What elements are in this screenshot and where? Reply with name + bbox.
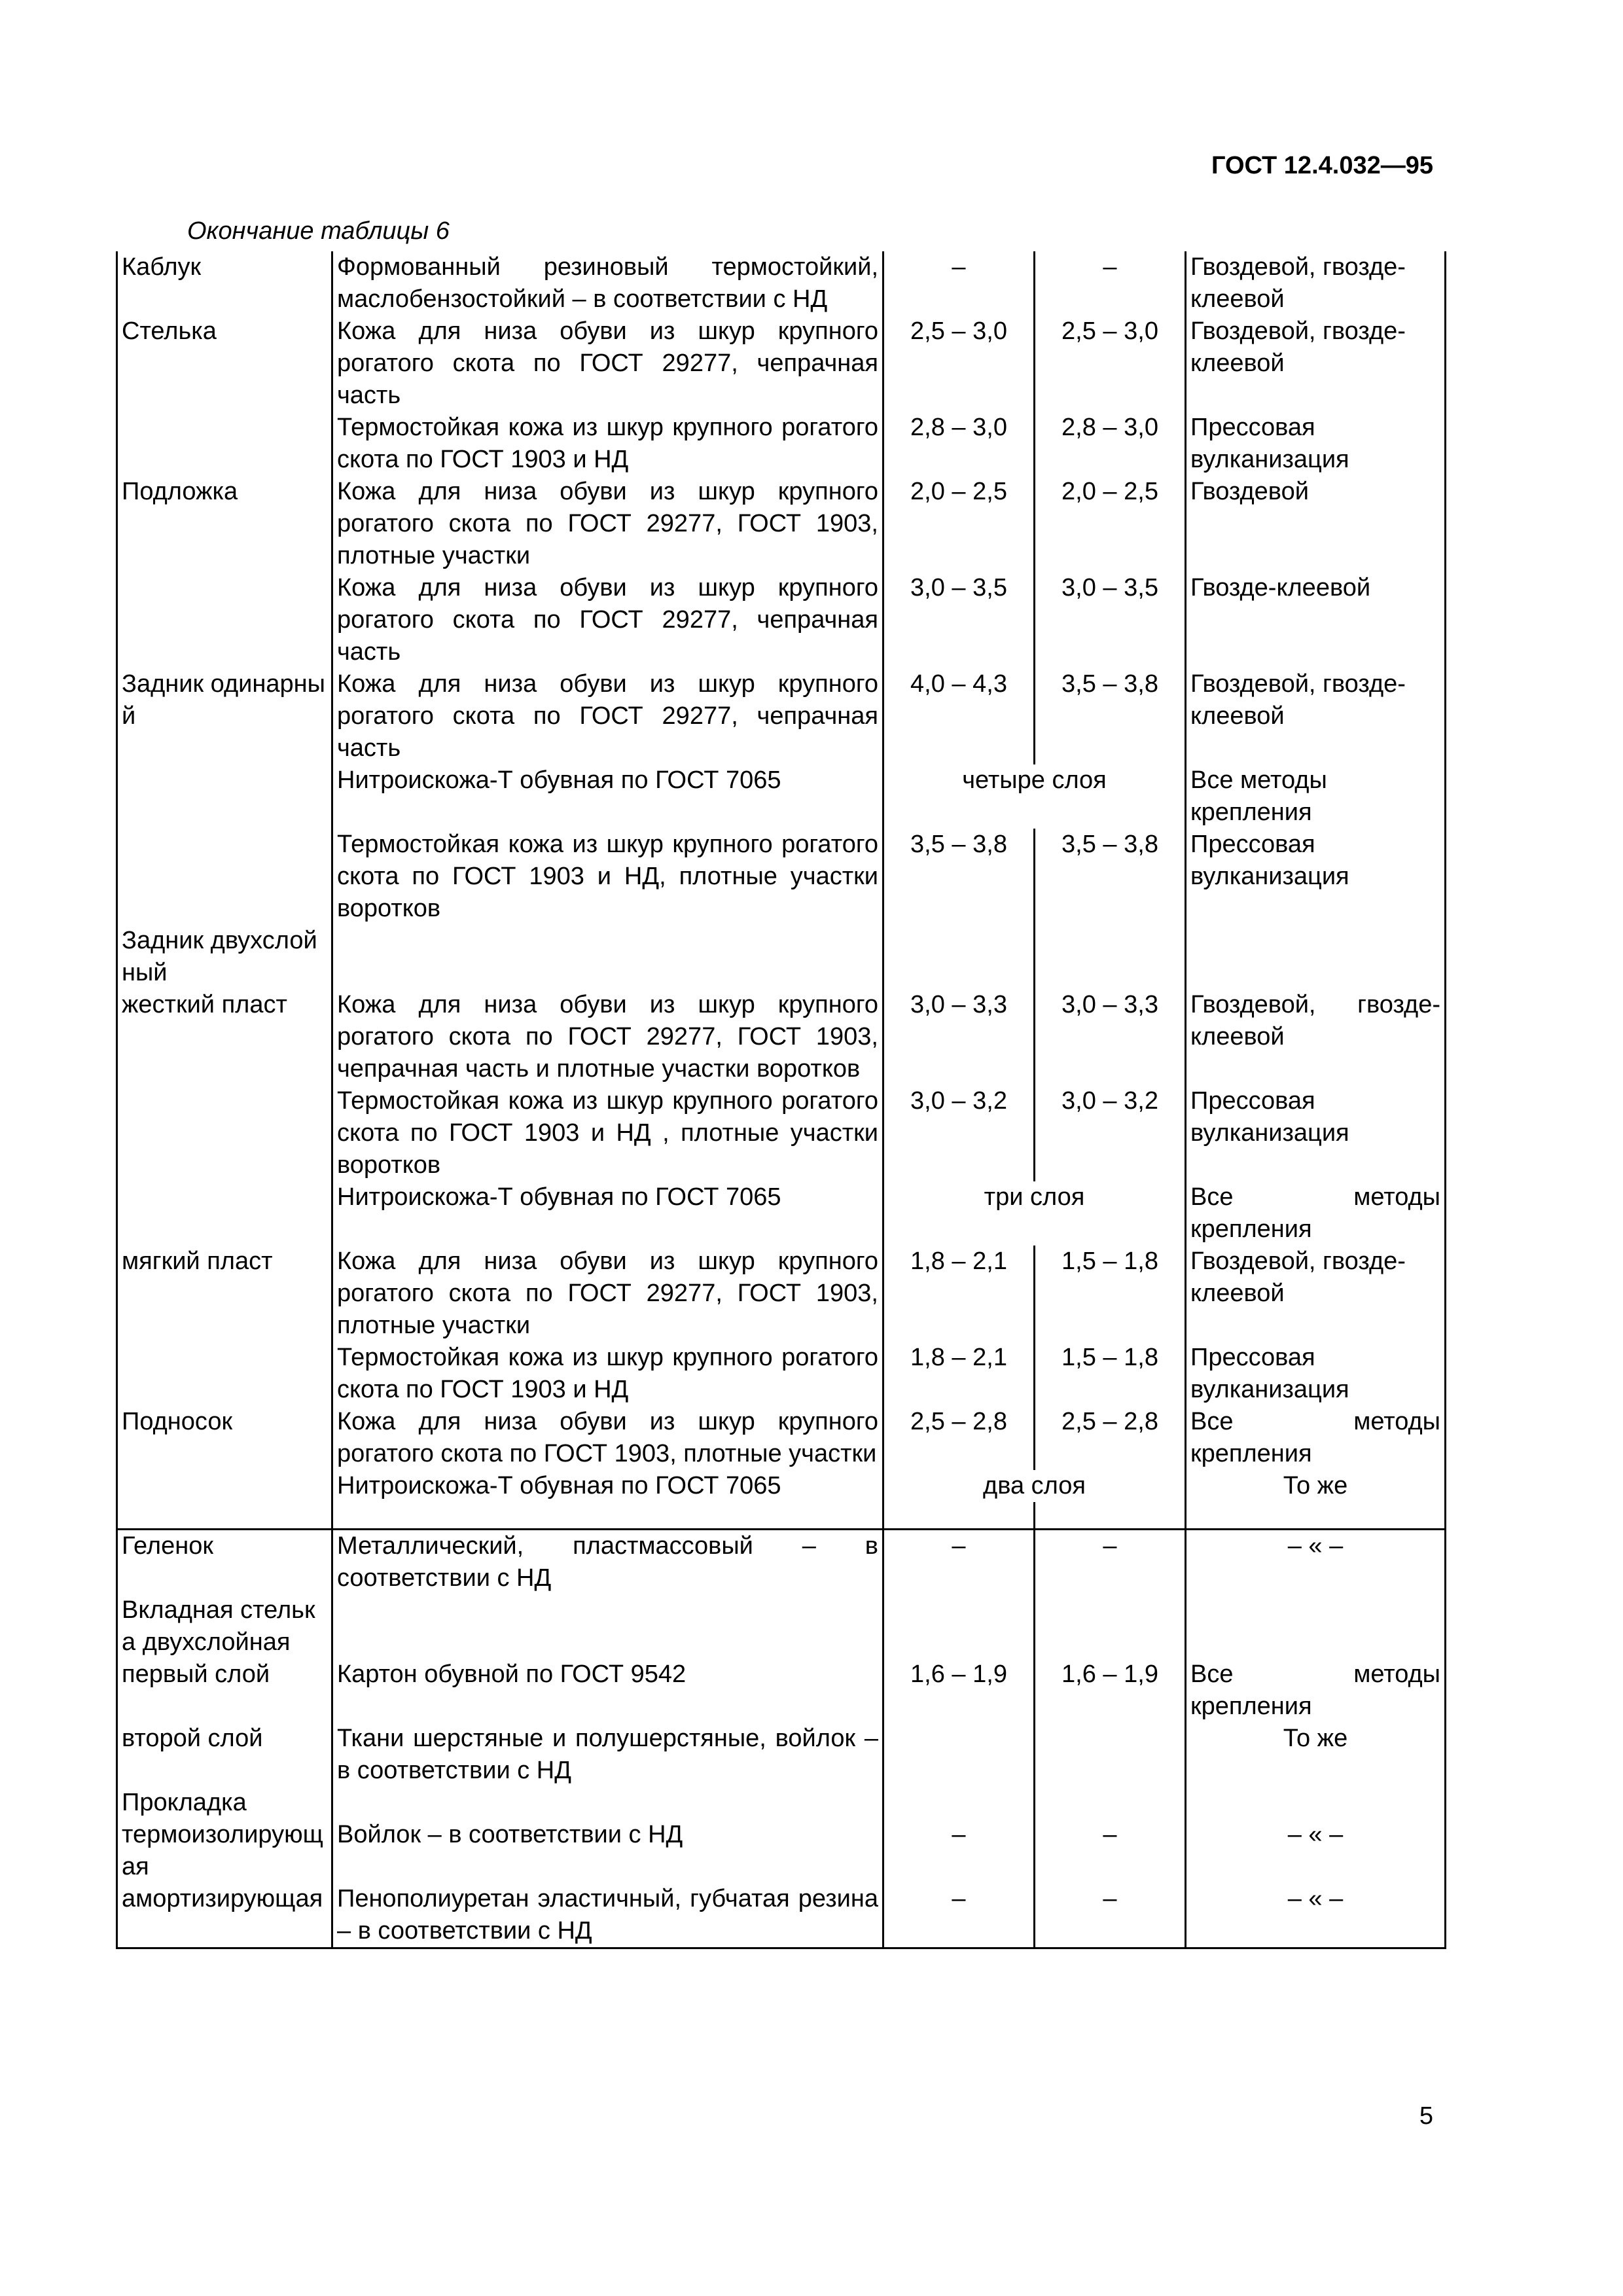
fastening-method-cell: Все методы крепления [1186, 764, 1446, 829]
part-cell: жесткий пласт [117, 989, 332, 1085]
fastening-method-cell: Гвоздевой, гвозде-клеевой [1186, 251, 1446, 315]
fastening-method-cell [1186, 1594, 1446, 1659]
thickness-col1-cell: 2,5 – 2,8 [883, 1406, 1035, 1470]
thickness-col1-cell: – [883, 1883, 1035, 1948]
table-row [117, 1594, 1446, 1659]
thickness-col1-cell: 1,8 – 2,1 [883, 1246, 1035, 1342]
thickness-col1-cell [883, 1787, 1035, 1819]
material-cell: Нитроискожа-Т обувная по ГОСТ 7065 [332, 764, 883, 829]
thickness-col1-cell: 4,0 – 4,3 [883, 668, 1035, 764]
table-row [117, 1342, 1446, 1406]
table-row [117, 476, 1446, 572]
table-row [117, 668, 1446, 764]
fastening-method-cell: Прессовая вулканизация [1186, 1342, 1446, 1406]
material-cell: Картон обувной по ГОСТ 9542 [332, 1659, 883, 1723]
table-row [117, 1406, 1446, 1470]
part-cell: Стелька [117, 315, 332, 412]
thickness-col1-cell: 2,5 – 3,0 [883, 315, 1035, 412]
material-cell [332, 1787, 883, 1819]
table-row [117, 1530, 1446, 1595]
thickness-layers-cell: четыре слоя [883, 764, 1186, 829]
thickness-col1-cell: 1,8 – 2,1 [883, 1342, 1035, 1406]
material-cell: Нитроискожа-Т обувная по ГОСТ 7065 [332, 1181, 883, 1246]
table-row [117, 315, 1446, 412]
thickness-col1-cell [883, 925, 1035, 989]
thickness-col2-cell: 2,5 – 3,0 [1035, 315, 1186, 412]
part-cell: Каблук [117, 251, 332, 315]
material-cell: Войлок – в соответствии с НД [332, 1819, 883, 1883]
part-cell [117, 764, 332, 829]
thickness-col2-cell: 3,0 – 3,3 [1035, 989, 1186, 1085]
thickness-col2-cell: 1,5 – 1,8 [1035, 1246, 1186, 1342]
material-cell: Термостойкая кожа из шкур крупного рогатого скота по ГОСТ 1903 и НД [332, 412, 883, 476]
material-cell: Ткани шерстяные и полушерстяные, войлок – в соответствии с НД [332, 1723, 883, 1787]
thickness-col2-cell: – [1035, 1819, 1186, 1883]
part-cell [117, 1181, 332, 1246]
fastening-method-cell: – « – [1186, 1530, 1446, 1595]
fastening-method-cell: Прессовая вулканизация [1186, 829, 1446, 925]
thickness-col1-cell: 3,0 – 3,3 [883, 989, 1035, 1085]
fastening-method-cell [1186, 925, 1446, 989]
thickness-col2-cell: – [1035, 251, 1186, 315]
part-cell [117, 1342, 332, 1406]
table-caption: Окончание таблицы 6 [187, 217, 450, 245]
fastening-method-cell: Гвоздевой, гвозде-клеевой [1186, 668, 1446, 764]
thickness-layers-cell: два слоя [883, 1470, 1186, 1502]
thickness-col2-cell: 3,5 – 3,8 [1035, 668, 1186, 764]
thickness-col2-cell: 3,0 – 3,5 [1035, 572, 1186, 668]
spacer-cell [1035, 1502, 1186, 1530]
table-row [117, 1470, 1446, 1502]
thickness-col2-cell [1035, 925, 1186, 989]
table-row [117, 925, 1446, 989]
material-cell [332, 1594, 883, 1659]
material-cell: Термостойкая кожа из шкур крупного рогатого скота по ГОСТ 1903 и НД , плотные участки воротков [332, 1085, 883, 1181]
fastening-method-cell: Все методы крепления [1186, 1406, 1446, 1470]
part-cell: Задник двухслойный [117, 925, 332, 989]
spacer-cell [883, 1502, 1035, 1530]
table-row [117, 1085, 1446, 1181]
thickness-col2-cell: 2,5 – 2,8 [1035, 1406, 1186, 1470]
table-row [117, 764, 1446, 829]
fastening-method-cell: То же [1186, 1470, 1446, 1502]
part-cell: Задник одинарный [117, 668, 332, 764]
fastening-method-cell: – « – [1186, 1819, 1446, 1883]
thickness-col2-cell [1035, 1787, 1186, 1819]
part-cell [117, 1085, 332, 1181]
thickness-col1-cell: 2,8 – 3,0 [883, 412, 1035, 476]
fastening-method-cell: Гвоздевой, гвозде-клеевой [1186, 989, 1446, 1085]
part-cell [117, 572, 332, 668]
fastening-method-cell: Гвоздевой, гвозде-клеевой [1186, 315, 1446, 412]
part-cell: Вкладная стелька двухслойная [117, 1594, 332, 1659]
fastening-method-cell: То же [1186, 1723, 1446, 1787]
material-cell: Нитроискожа-Т обувная по ГОСТ 7065 [332, 1470, 883, 1502]
part-cell: термоизолирующая [117, 1819, 332, 1883]
table-row [117, 1246, 1446, 1342]
table-row [117, 1787, 1446, 1819]
fastening-method-cell: Гвоздевой, гвозде-клеевой [1186, 1246, 1446, 1342]
material-cell: Кожа для низа обуви из шкур крупного рогатого скота по ГОСТ 29277, чепрачная часть [332, 315, 883, 412]
thickness-col1-cell [883, 1594, 1035, 1659]
part-cell: Прокладка [117, 1787, 332, 1819]
material-cell: Металлический, пластмассовый – в соответствии с НД [332, 1530, 883, 1595]
fastening-method-cell: Все методы крепления [1186, 1181, 1446, 1246]
table-row [117, 989, 1446, 1085]
table-row [117, 572, 1446, 668]
thickness-col1-cell: 1,6 – 1,9 [883, 1659, 1035, 1723]
thickness-col2-cell: 1,5 – 1,8 [1035, 1342, 1186, 1406]
spacer-cell [1186, 1502, 1446, 1530]
thickness-col2-cell: 2,8 – 3,0 [1035, 412, 1186, 476]
thickness-col2-cell: 2,0 – 2,5 [1035, 476, 1186, 572]
thickness-col1-cell: 3,0 – 3,5 [883, 572, 1035, 668]
thickness-col2-cell: 1,6 – 1,9 [1035, 1659, 1186, 1723]
table-row [117, 251, 1446, 315]
part-cell: Подносок [117, 1406, 332, 1470]
part-cell: мягкий пласт [117, 1246, 332, 1342]
fastening-method-cell: – « – [1186, 1883, 1446, 1948]
material-cell: Кожа для низа обуви из шкур крупного рогатого скота по ГОСТ 29277, ГОСТ 1903, плотные участки [332, 476, 883, 572]
thickness-col1-cell: – [883, 1819, 1035, 1883]
table-row [117, 1181, 1446, 1246]
table-row [117, 1819, 1446, 1883]
part-cell: второй слой [117, 1723, 332, 1787]
part-cell: амортизирующая [117, 1883, 332, 1948]
part-cell [117, 412, 332, 476]
part-cell: Геленок [117, 1530, 332, 1595]
fastening-method-cell: Гвоздевой [1186, 476, 1446, 572]
thickness-col2-cell: – [1035, 1883, 1186, 1948]
material-cell: Формованный резиновый термостойкий, маслобензостойкий – в соответствии с НД [332, 251, 883, 315]
page-number: 5 [1419, 2102, 1433, 2130]
document-code: ГОСТ 12.4.032—95 [1211, 152, 1433, 179]
table-row [117, 1883, 1446, 1948]
thickness-col2-cell: – [1035, 1530, 1186, 1595]
thickness-col1-cell [883, 1723, 1035, 1787]
fastening-method-cell: Гвозде-клеевой [1186, 572, 1446, 668]
material-cell: Кожа для низа обуви из шкур крупного рогатого скота по ГОСТ 1903, плотные участки [332, 1406, 883, 1470]
spacer-cell [332, 1502, 883, 1530]
materials-table [116, 251, 1444, 1949]
thickness-col1-cell: 2,0 – 2,5 [883, 476, 1035, 572]
fastening-method-cell: Все методы крепления [1186, 1659, 1446, 1723]
thickness-col1-cell: – [883, 1530, 1035, 1595]
thickness-col2-cell [1035, 1723, 1186, 1787]
thickness-col2-cell: 3,0 – 3,2 [1035, 1085, 1186, 1181]
part-cell [117, 829, 332, 925]
part-cell: первый слой [117, 1659, 332, 1723]
table-row [117, 829, 1446, 925]
material-cell: Термостойкая кожа из шкур крупного рогатого скота по ГОСТ 1903 и НД, плотные участки воротков [332, 829, 883, 925]
table-row [117, 1659, 1446, 1723]
part-cell [117, 1470, 332, 1502]
table-row [117, 1723, 1446, 1787]
fastening-method-cell: Прессовая вулканизация [1186, 1085, 1446, 1181]
table-row-spacer [117, 1502, 1446, 1530]
thickness-col1-cell: 3,0 – 3,2 [883, 1085, 1035, 1181]
thickness-col1-cell: – [883, 251, 1035, 315]
thickness-layers-cell: три слоя [883, 1181, 1186, 1246]
thickness-col2-cell [1035, 1594, 1186, 1659]
material-cell: Кожа для низа обуви из шкур крупного рогатого скота по ГОСТ 29277, ГОСТ 1903, плотные участки [332, 1246, 883, 1342]
fastening-method-cell [1186, 1787, 1446, 1819]
thickness-col2-cell: 3,5 – 3,8 [1035, 829, 1186, 925]
material-cell [332, 925, 883, 989]
thickness-col1-cell: 3,5 – 3,8 [883, 829, 1035, 925]
spacer-cell [117, 1502, 332, 1530]
table-row [117, 412, 1446, 476]
fastening-method-cell: Прессовая вулканизация [1186, 412, 1446, 476]
part-cell: Подложка [117, 476, 332, 572]
material-cell: Кожа для низа обуви из шкур крупного рогатого скота по ГОСТ 29277, чепрачная часть [332, 668, 883, 764]
material-cell: Кожа для низа обуви из шкур крупного рогатого скота по ГОСТ 29277, ГОСТ 1903, чепрачная часть и плотные участки воротков [332, 989, 883, 1085]
material-cell: Термостойкая кожа из шкур крупного рогатого скота по ГОСТ 1903 и НД [332, 1342, 883, 1406]
material-cell: Пенополиуретан эластичный, губчатая резина – в соответствии с НД [332, 1883, 883, 1948]
material-cell: Кожа для низа обуви из шкур крупного рогатого скота по ГОСТ 29277, чепрачная часть [332, 572, 883, 668]
